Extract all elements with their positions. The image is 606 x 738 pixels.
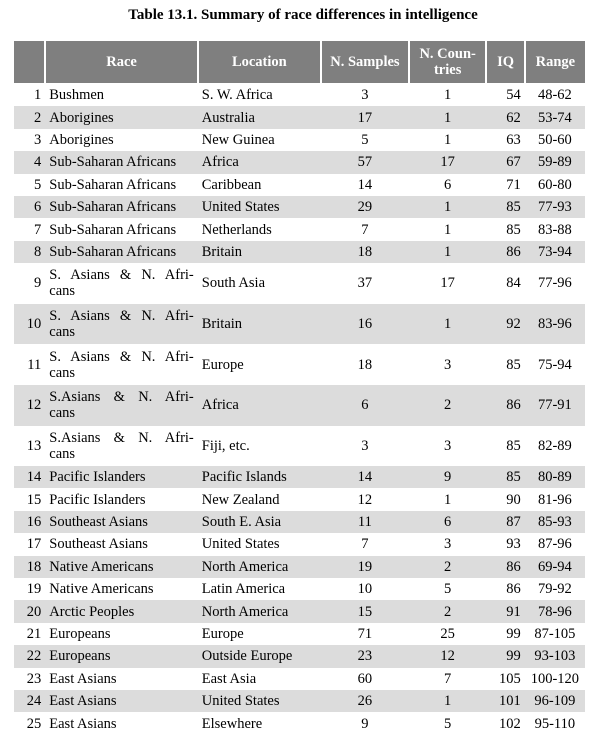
table-row [14, 426, 585, 467]
row-iq: 67 [486, 151, 524, 173]
row-samples: 15 [321, 600, 409, 622]
row-number: 25 [26, 715, 42, 732]
row-location: Outside Europe [198, 645, 321, 667]
row-location: United States [201, 536, 280, 553]
row-range: 95-110 [534, 715, 576, 732]
row-samples: 18 [321, 241, 409, 263]
row-countries: 3 [444, 437, 452, 454]
table-row [14, 196, 585, 218]
header-location: Location [198, 41, 321, 84]
table-row [14, 488, 585, 510]
row-samples: 23 [321, 645, 409, 667]
row-location: North America [198, 600, 321, 622]
row-range: 48-62 [537, 87, 572, 104]
row-location: United States [198, 196, 321, 218]
row-range: 75-94 [537, 356, 572, 373]
row-location: Africa [198, 385, 321, 426]
row-location: East Asia [201, 670, 257, 687]
row-iq: 99 [486, 645, 524, 667]
row-location: Latin America [201, 581, 286, 598]
row-samples: 60 [357, 670, 373, 687]
row-number: 2 [14, 106, 45, 128]
table-row [14, 263, 585, 304]
header-range: Range [525, 41, 585, 84]
row-race: Southeast Asians [45, 511, 198, 533]
row-location: S. W. Africa [201, 87, 273, 104]
row-countries: 1 [409, 304, 487, 345]
row-iq: 85 [506, 356, 521, 373]
row-location: Caribbean [201, 176, 262, 193]
row-countries: 1 [444, 131, 452, 148]
row-iq: 86 [486, 385, 524, 426]
row-location: North America [198, 556, 321, 578]
row-iq: 101 [486, 690, 524, 712]
row-iq: 92 [486, 304, 524, 345]
row-samples: 71 [357, 626, 373, 643]
row-iq: 90 [506, 491, 521, 508]
row-range: 85-93 [525, 511, 585, 533]
header-race: Race [45, 41, 198, 84]
row-range: 83-88 [537, 221, 572, 238]
row-race: Sub-Saharan Africans [45, 196, 198, 218]
row-countries: 12 [409, 645, 487, 667]
row-range: 96-109 [525, 690, 585, 712]
row-number: 19 [26, 581, 42, 598]
row-range: 53-74 [525, 106, 585, 128]
row-number: 5 [34, 176, 42, 193]
row-number: 9 [34, 275, 42, 292]
row-countries: 5 [444, 581, 452, 598]
row-countries: 6 [444, 176, 452, 193]
row-range: 69-94 [525, 556, 585, 578]
row-race: S.Asians & N. Afri- cans [49, 429, 194, 462]
row-number: 8 [14, 241, 45, 263]
row-range: 77-91 [525, 385, 585, 426]
table-row [14, 84, 585, 107]
row-race: Pacific Islanders [49, 491, 146, 508]
row-range: 73-94 [525, 241, 585, 263]
row-number: 17 [26, 536, 42, 553]
row-location: Africa [198, 151, 321, 173]
row-countries: 1 [444, 87, 452, 104]
row-iq: 71 [506, 176, 521, 193]
row-range: 60-80 [537, 176, 572, 193]
row-race: Europeans [45, 645, 198, 667]
row-range: 87-105 [534, 626, 576, 643]
row-race: S. Asians & N. Afri- cans [49, 348, 194, 381]
row-samples: 11 [321, 511, 409, 533]
row-iq: 102 [498, 715, 521, 732]
row-countries: 1 [409, 106, 487, 128]
row-iq: 63 [506, 131, 521, 148]
row-samples: 19 [321, 556, 409, 578]
row-countries: 3 [444, 536, 452, 553]
row-race: Sub-Saharan Africans [45, 151, 198, 173]
row-iq: 85 [486, 196, 524, 218]
row-race: Sub-Saharan Africans [49, 176, 177, 193]
row-race: Southeast Asians [49, 536, 148, 553]
row-range: 78-96 [525, 600, 585, 622]
row-countries: 6 [409, 511, 487, 533]
row-range: 100-120 [530, 670, 580, 687]
row-range: 59-89 [525, 151, 585, 173]
row-countries: 1 [444, 221, 452, 238]
table-row [14, 533, 585, 555]
row-range: 83-96 [525, 304, 585, 345]
row-countries: 2 [409, 556, 487, 578]
table-row [14, 712, 585, 734]
row-number: 1 [34, 87, 42, 104]
row-number: 10 [14, 304, 45, 345]
table-row [14, 690, 585, 712]
row-samples: 18 [357, 356, 373, 373]
row-samples: 16 [321, 304, 409, 345]
row-iq: 93 [506, 536, 521, 553]
row-location: South Asia [201, 275, 266, 292]
row-iq: 84 [506, 275, 521, 292]
table-row [14, 578, 585, 600]
row-iq: 85 [486, 466, 524, 488]
table-row [14, 645, 585, 667]
row-iq: 87 [486, 511, 524, 533]
race-differences-table [14, 41, 585, 735]
table-row [14, 218, 585, 240]
row-race: Bushmen [49, 87, 105, 104]
row-race: East Asians [49, 670, 117, 687]
table-row [14, 304, 585, 345]
row-countries: 17 [409, 151, 487, 173]
row-samples: 7 [361, 221, 369, 238]
row-number: 24 [14, 690, 45, 712]
table-row [14, 174, 585, 196]
row-location: Britain [198, 241, 321, 263]
row-samples: 14 [357, 176, 373, 193]
row-number: 20 [14, 600, 45, 622]
row-number: 7 [34, 221, 42, 238]
row-number: 23 [26, 670, 42, 687]
row-number: 4 [14, 151, 45, 173]
row-samples: 5 [361, 131, 369, 148]
row-samples: 12 [357, 491, 373, 508]
row-iq: 105 [498, 670, 521, 687]
row-range: 87-96 [537, 536, 572, 553]
row-range: 77-93 [525, 196, 585, 218]
row-samples: 9 [361, 715, 369, 732]
row-race: Native Americans [49, 581, 154, 598]
row-race: East Asians [49, 715, 117, 732]
table-row [14, 385, 585, 426]
row-samples: 26 [321, 690, 409, 712]
row-number: 15 [26, 491, 42, 508]
row-samples: 37 [357, 275, 373, 292]
row-number: 18 [14, 556, 45, 578]
table-row [14, 600, 585, 622]
row-range: 81-96 [537, 491, 572, 508]
table-row [14, 623, 585, 645]
row-countries: 2 [409, 600, 487, 622]
row-iq: 86 [486, 241, 524, 263]
row-race: Native Americans [45, 556, 198, 578]
row-countries: 1 [409, 690, 487, 712]
row-iq: 85 [506, 437, 521, 454]
table-row [14, 241, 585, 263]
row-samples: 10 [357, 581, 373, 598]
row-location: New Zealand [201, 491, 280, 508]
table-row [14, 511, 585, 533]
row-location: New Guinea [201, 131, 275, 148]
row-samples: 3 [361, 87, 369, 104]
row-location: Britain [198, 304, 321, 345]
row-samples: 17 [321, 106, 409, 128]
table-caption: Table 13.1. Summary of race differences in intelligence [128, 7, 478, 23]
table-row [14, 668, 585, 690]
row-number: 6 [14, 196, 45, 218]
header-number [14, 41, 45, 84]
header-countries-line1: N. Coun- [419, 46, 476, 62]
row-race: Europeans [49, 626, 111, 643]
row-race: Sub-Saharan Africans [45, 241, 198, 263]
row-iq: 99 [506, 626, 521, 643]
row-number: 12 [14, 385, 45, 426]
row-race: S. Asians & N. Afri- cans [49, 267, 194, 300]
header-countries-line2: tries [433, 62, 462, 78]
row-number: 22 [14, 645, 45, 667]
row-location: South E. Asia [198, 511, 321, 533]
row-samples: 3 [361, 437, 369, 454]
header-iq: IQ [486, 41, 524, 84]
row-range: 50-60 [537, 131, 572, 148]
row-countries: 3 [444, 356, 452, 373]
row-number: 21 [26, 626, 42, 643]
table-row [14, 344, 585, 385]
row-location: Europe [201, 356, 244, 373]
row-iq: 54 [506, 87, 521, 104]
row-location: Europe [201, 626, 244, 643]
row-countries: 1 [409, 196, 487, 218]
row-location: Pacific Islands [198, 466, 321, 488]
row-countries: 17 [440, 275, 455, 292]
row-number: 11 [27, 356, 42, 373]
row-location: Australia [198, 106, 321, 128]
row-samples: 7 [361, 536, 369, 553]
table-row [14, 106, 585, 128]
row-race: S.Asians & N. Afri- cans [45, 385, 198, 426]
row-race: Aborigines [49, 131, 114, 148]
row-samples: 14 [321, 466, 409, 488]
table-body [14, 84, 585, 735]
row-countries: 1 [444, 491, 452, 508]
row-location: United States [198, 690, 321, 712]
row-race: Aborigines [45, 106, 198, 128]
header-countries [409, 41, 487, 84]
row-location: Elsewhere [201, 715, 263, 732]
row-race: Sub-Saharan Africans [49, 221, 177, 238]
row-countries: 25 [440, 626, 455, 643]
row-race: S. Asians & N. Afri- cans [45, 304, 198, 345]
header-samples: N. Samples [321, 41, 409, 84]
row-countries: 9 [409, 466, 487, 488]
row-location: Netherlands [201, 221, 272, 238]
row-countries: 7 [444, 670, 452, 687]
row-number: 16 [14, 511, 45, 533]
table-row [14, 556, 585, 578]
row-number: 13 [26, 437, 42, 454]
row-iq: 91 [486, 600, 524, 622]
row-range: 77-96 [537, 275, 572, 292]
row-samples: 57 [321, 151, 409, 173]
table-header-row [14, 41, 585, 84]
row-range: 80-89 [525, 466, 585, 488]
row-number: 14 [14, 466, 45, 488]
row-range: 82-89 [537, 437, 572, 454]
row-iq: 86 [486, 556, 524, 578]
row-number: 3 [34, 131, 42, 148]
row-countries: 1 [409, 241, 487, 263]
table-row [14, 151, 585, 173]
row-location: Fiji, etc. [201, 437, 250, 454]
table-row [14, 129, 585, 151]
row-race: Arctic Peoples [45, 600, 198, 622]
row-countries: 5 [444, 715, 452, 732]
row-iq: 62 [486, 106, 524, 128]
row-samples: 29 [321, 196, 409, 218]
row-samples: 6 [321, 385, 409, 426]
row-iq: 86 [506, 581, 521, 598]
row-range: 79-92 [537, 581, 572, 598]
row-iq: 85 [506, 221, 521, 238]
table-row [14, 466, 585, 488]
row-countries: 2 [409, 385, 487, 426]
row-race: Pacific Islanders [45, 466, 198, 488]
row-range: 93-103 [525, 645, 585, 667]
row-race: East Asians [45, 690, 198, 712]
